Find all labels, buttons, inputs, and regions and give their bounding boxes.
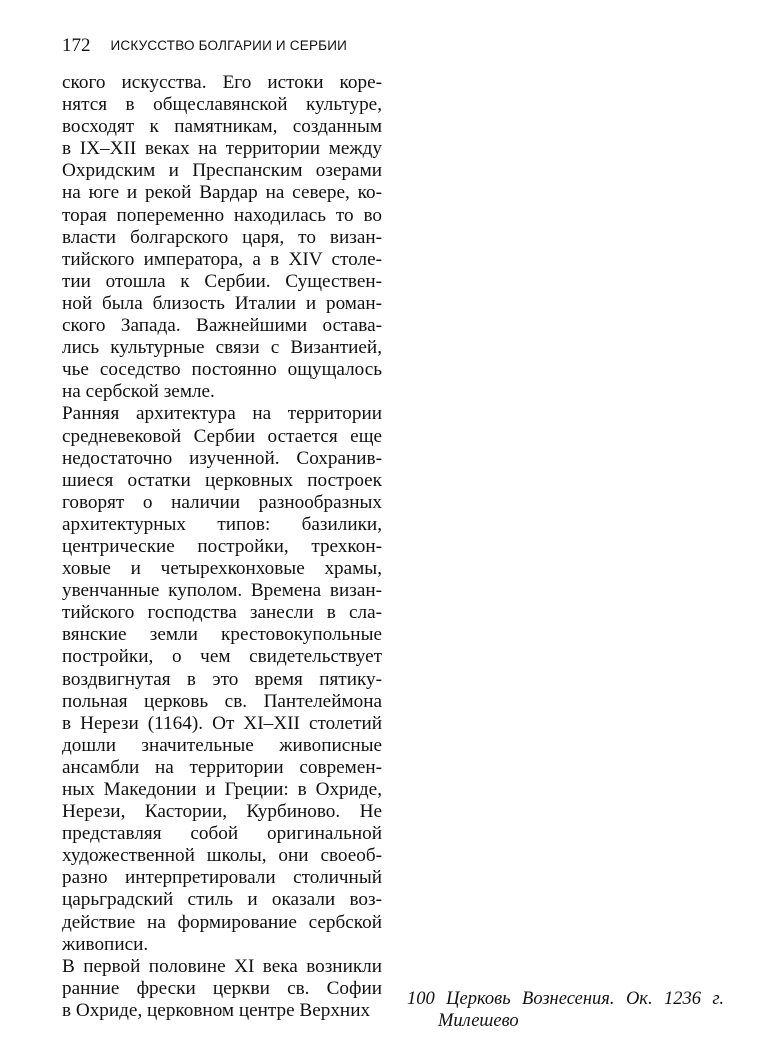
- text-line: постройки, о чем свидетельствует: [62, 646, 382, 668]
- text-line: ных Македонии и Греции: в Охриде,: [62, 779, 382, 800]
- text-line: вянские земли крестовокупольные: [62, 624, 382, 646]
- text-line: на юге и рекой Вардар на севере, ко-: [62, 182, 382, 204]
- text-line: власти болгарского царя, то визан-: [62, 226, 382, 248]
- text-line: тийского господства занесли в сла-: [62, 602, 382, 624]
- text-line: чье соседство постоянно ощущалось: [62, 359, 382, 381]
- text-line: ского Запада. Важнейшими остава-: [62, 315, 382, 337]
- text-line: торая попеременно находилась то во: [62, 204, 382, 226]
- text-line: в Нерези (1164). От XI–XII столетий: [62, 712, 382, 734]
- text-line: художественной школы, они своеоб-: [62, 845, 382, 867]
- text-line: ансамбли на территории современ-: [62, 756, 382, 778]
- text-line: действие на формирование сербской: [62, 911, 382, 933]
- running-title: ИСКУССТВО БОЛГАРИИ И СЕРБИИ: [110, 38, 348, 53]
- text-line: тийского императора, а в XIV столе-: [62, 248, 382, 270]
- caption-line: 100 Церковь Вознесения. Ок. 1236 г.: [407, 989, 724, 1009]
- text-line: ной была близость Италии и роман-: [62, 292, 382, 314]
- text-line: в IX–XII веках на территории между: [62, 138, 382, 160]
- text-line: средневековой Сербии остается еще: [62, 425, 382, 447]
- text-line: воздвигнутая в это время пятику-: [62, 668, 382, 690]
- running-header: [62, 34, 347, 58]
- body-text-column: [62, 72, 382, 1022]
- text-line: тии отошла к Сербии. Существен-: [62, 270, 382, 292]
- text-line: представляя собой оригинальной: [62, 823, 382, 845]
- text-line: живописи.: [62, 933, 149, 955]
- paragraph: [62, 72, 382, 403]
- page-number: 172: [62, 35, 91, 56]
- text-line: Охридским и Преспанским озерами: [62, 160, 382, 182]
- text-line: Нерези, Кастории, Курбиново. Не: [62, 801, 382, 823]
- text-line: архитектурных типов: базилики,: [62, 513, 382, 535]
- text-line: царьградский стиль и оказали воз-: [62, 889, 382, 911]
- text-line: центрические постройки, трехкон-: [62, 535, 382, 557]
- text-line: в Охриде, церковном центре Верхних: [62, 999, 371, 1021]
- text-line: лись культурные связи с Византией,: [62, 337, 382, 359]
- figure-caption: [407, 988, 724, 1032]
- text-line: ского искусства. Его истоки коре-: [62, 72, 382, 93]
- text-line: увенчанные куполом. Времена визан-: [62, 580, 382, 602]
- text-line: ранние фрески церкви св. Софии: [62, 977, 382, 999]
- text-line: на сербской земле.: [62, 381, 215, 403]
- text-line: польная церковь св. Пантелеймона: [62, 690, 382, 712]
- text-line: В первой половине XI века возникли: [62, 955, 382, 977]
- paragraph: [62, 956, 382, 1022]
- text-line: нятся в общеславянской культуре,: [62, 94, 382, 116]
- text-line: дошли значительные живописные: [62, 734, 382, 756]
- paragraph: [62, 403, 382, 955]
- caption-line: Милешево: [438, 1011, 519, 1031]
- text-line: шиеся остатки церковных построек: [62, 469, 382, 491]
- text-line: восходят к памятникам, созданным: [62, 116, 382, 138]
- text-line: разно интерпретировали столичный: [62, 867, 382, 889]
- text-line: Ранняя архитектура на территории: [62, 403, 382, 425]
- text-line: ховые и четырехконховые храмы,: [62, 558, 382, 580]
- text-line: говорят о наличии разнообразных: [62, 491, 382, 513]
- text-line: недостаточно изученной. Сохранив-: [62, 447, 382, 469]
